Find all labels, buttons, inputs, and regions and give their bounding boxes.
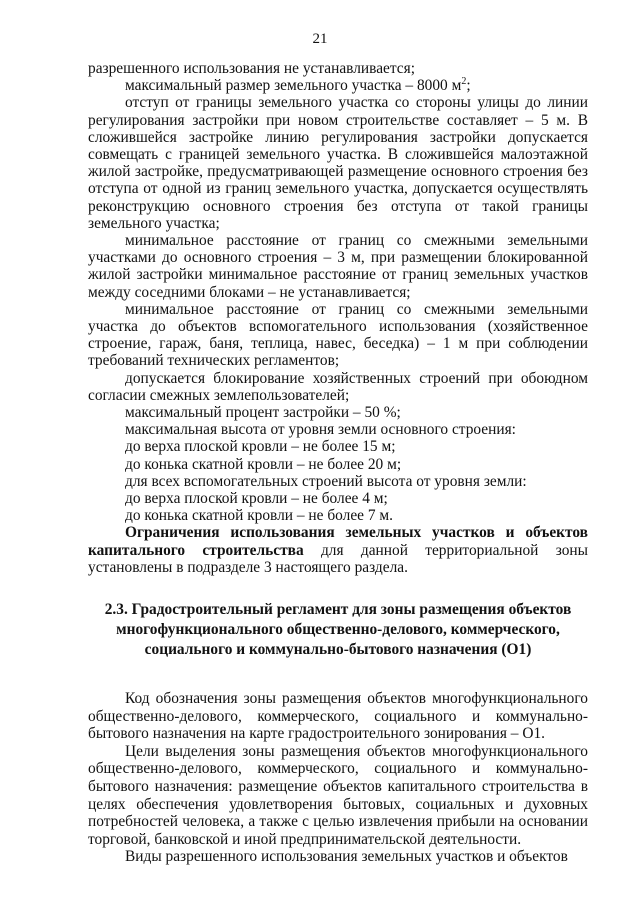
- restrictions-bold-text: Ограничения использования земельных участков и объектов капитального строительства: [88, 524, 588, 559]
- paragraph-max-area: [88, 77, 588, 94]
- max-area-text: максимальный размер земельного участка – 8000 м: [125, 77, 462, 95]
- paragraph: Код обозначения зоны размещения объектов многофункционального общественно-делового, коммерческого, социального и коммунально-бытового назначения на карте градостроительного зонирования – О1.: [88, 690, 588, 743]
- paragraph: максимальная высота от уровня земли основного строения:: [125, 421, 516, 439]
- paragraph: разрешенного использования не устанавливается;: [88, 60, 415, 77]
- paragraph: минимальное расстояние от границ со смежными земельными участка до объектов вспомогательного использования (хозяйственное строение, гараж, баня, теплица, навес, беседка) – 1 м при соблюдении требований технических регламентов;: [88, 300, 588, 370]
- paragraph: Виды разрешенного использования земельных участков и объектов: [125, 848, 568, 866]
- restrictions-rest-text: для данной территориальной зоны установлены в подразделе 3 настоящего раздела.: [88, 541, 588, 576]
- paragraph: Цели выделения зоны размещения объектов многофункционального общественно-делового, коммерческого, социального и коммунально-бытового назначения: размещение объектов капитального строительства в целях обеспечения удовлетворения бытовых, социальных и духовных потребностей человека, а также с целью извлечения прибыли на основании торговой, банковской и иной предпринимательской деятельности.: [88, 742, 588, 848]
- paragraph: до конька скатной кровли – не более 7 м.: [125, 507, 393, 525]
- restrictions-paragraph: [88, 524, 588, 576]
- paragraph: до верха плоской кровли – не более 4 м;: [125, 490, 388, 508]
- paragraph: минимальное расстояние от границ со смежными земельными участками до основного строения – 3 м, при размещении блокированной жилой застройки минимальное расстояние от границ земельных участков между соседними блоками – не устанавливается;: [88, 232, 588, 301]
- paragraph: максимальный процент застройки – 50 %;: [125, 404, 401, 422]
- paragraph: отступ от границы земельного участка со стороны улицы до линии регулирования застройки при новом строительстве составляет – 5 м. В сложившейся застройке линию регулирования застройки допускается совмещать с границей земельного участка. В сложившейся малоэтажной жилой застройке, предусматривающей размещение основного строения без отступа от одной из границ земельного участка, допускается осуществлять реконструкцию основного строения без отступа от такой границы земельного участка;: [88, 94, 588, 232]
- document-body: [88, 60, 588, 866]
- page-number: 21: [312, 31, 328, 47]
- max-area-tail: ;: [466, 77, 471, 95]
- paragraph: до верха плоской кровли – не более 15 м;: [125, 438, 396, 456]
- paragraph: допускается блокирование хозяйственных строений при обоюдном согласии смежных землепользователей;: [88, 369, 588, 404]
- area-unit-superscript: 2: [461, 76, 467, 88]
- paragraph: для всех вспомогательных строений высота от уровня земли:: [125, 472, 527, 490]
- section-heading: 2.3. Градостроительный регламент для зоны размещения объектов многофункционального общественно-делового, коммерческого, социального и коммунально-бытового назначения (О1): [104, 601, 572, 659]
- paragraph: до конька скатной кровли – не более 20 м;: [125, 455, 402, 473]
